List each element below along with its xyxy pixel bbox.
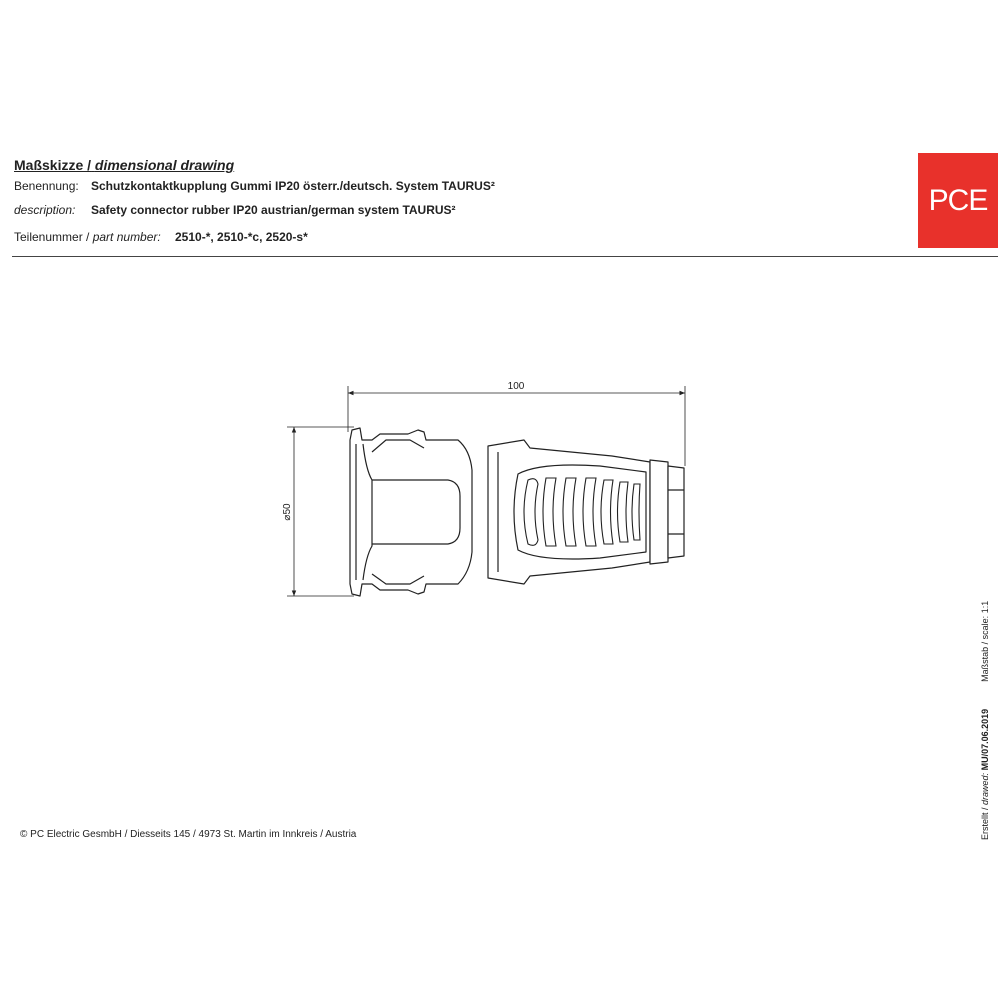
drawing-svg [270, 360, 710, 620]
grip-rib-6 [618, 482, 629, 542]
header-divider [12, 256, 998, 257]
scale-value: 1:1 [980, 600, 990, 614]
part-number-value: 2510-*, 2510-*c, 2520-s* [175, 230, 308, 244]
drawing-info-sidebar [980, 601, 990, 840]
scale-label: Maßstab / scale: [980, 615, 990, 682]
part-label-english: part number: [92, 230, 161, 244]
drawing-title [14, 157, 234, 173]
created-value: MU/07.06.2019 [980, 708, 990, 771]
diameter-label: ⌀50 [282, 503, 293, 521]
logo-text: PCE [928, 183, 988, 217]
drawed-label: drawed: [980, 772, 990, 805]
part-number-label [14, 230, 161, 244]
connector-drawing [270, 360, 710, 625]
description-row [14, 203, 456, 217]
name-value: Schutzkontaktkupplung Gummi IP20 österr./deutsch. System TAURUS² [91, 179, 495, 193]
name-label: Benennung: [14, 179, 79, 193]
part-number-row [14, 230, 308, 244]
pce-logo [918, 153, 998, 248]
copyright-footer: © PC Electric GesmbH / Diesseits 145 / 4973 St. Martin im Innkreis / Austria [20, 829, 357, 840]
cable-gland-collar [650, 460, 668, 564]
title-german: Maßskizze / [14, 157, 92, 173]
name-row [14, 179, 495, 193]
description-value: Safety connector rubber IP20 austrian/german system TAURUS² [91, 203, 456, 217]
connector-front-housing [350, 428, 472, 596]
description-label: description: [14, 203, 76, 217]
part-label-german: Teilenummer / [14, 230, 90, 244]
title-english: dimensional drawing [94, 157, 235, 173]
created-label: Erstellt / [980, 807, 990, 840]
cable-gland-end [668, 466, 684, 558]
grip-rib-7 [632, 484, 640, 540]
length-label: 100 [507, 381, 525, 392]
diameter-dimension [287, 427, 354, 596]
